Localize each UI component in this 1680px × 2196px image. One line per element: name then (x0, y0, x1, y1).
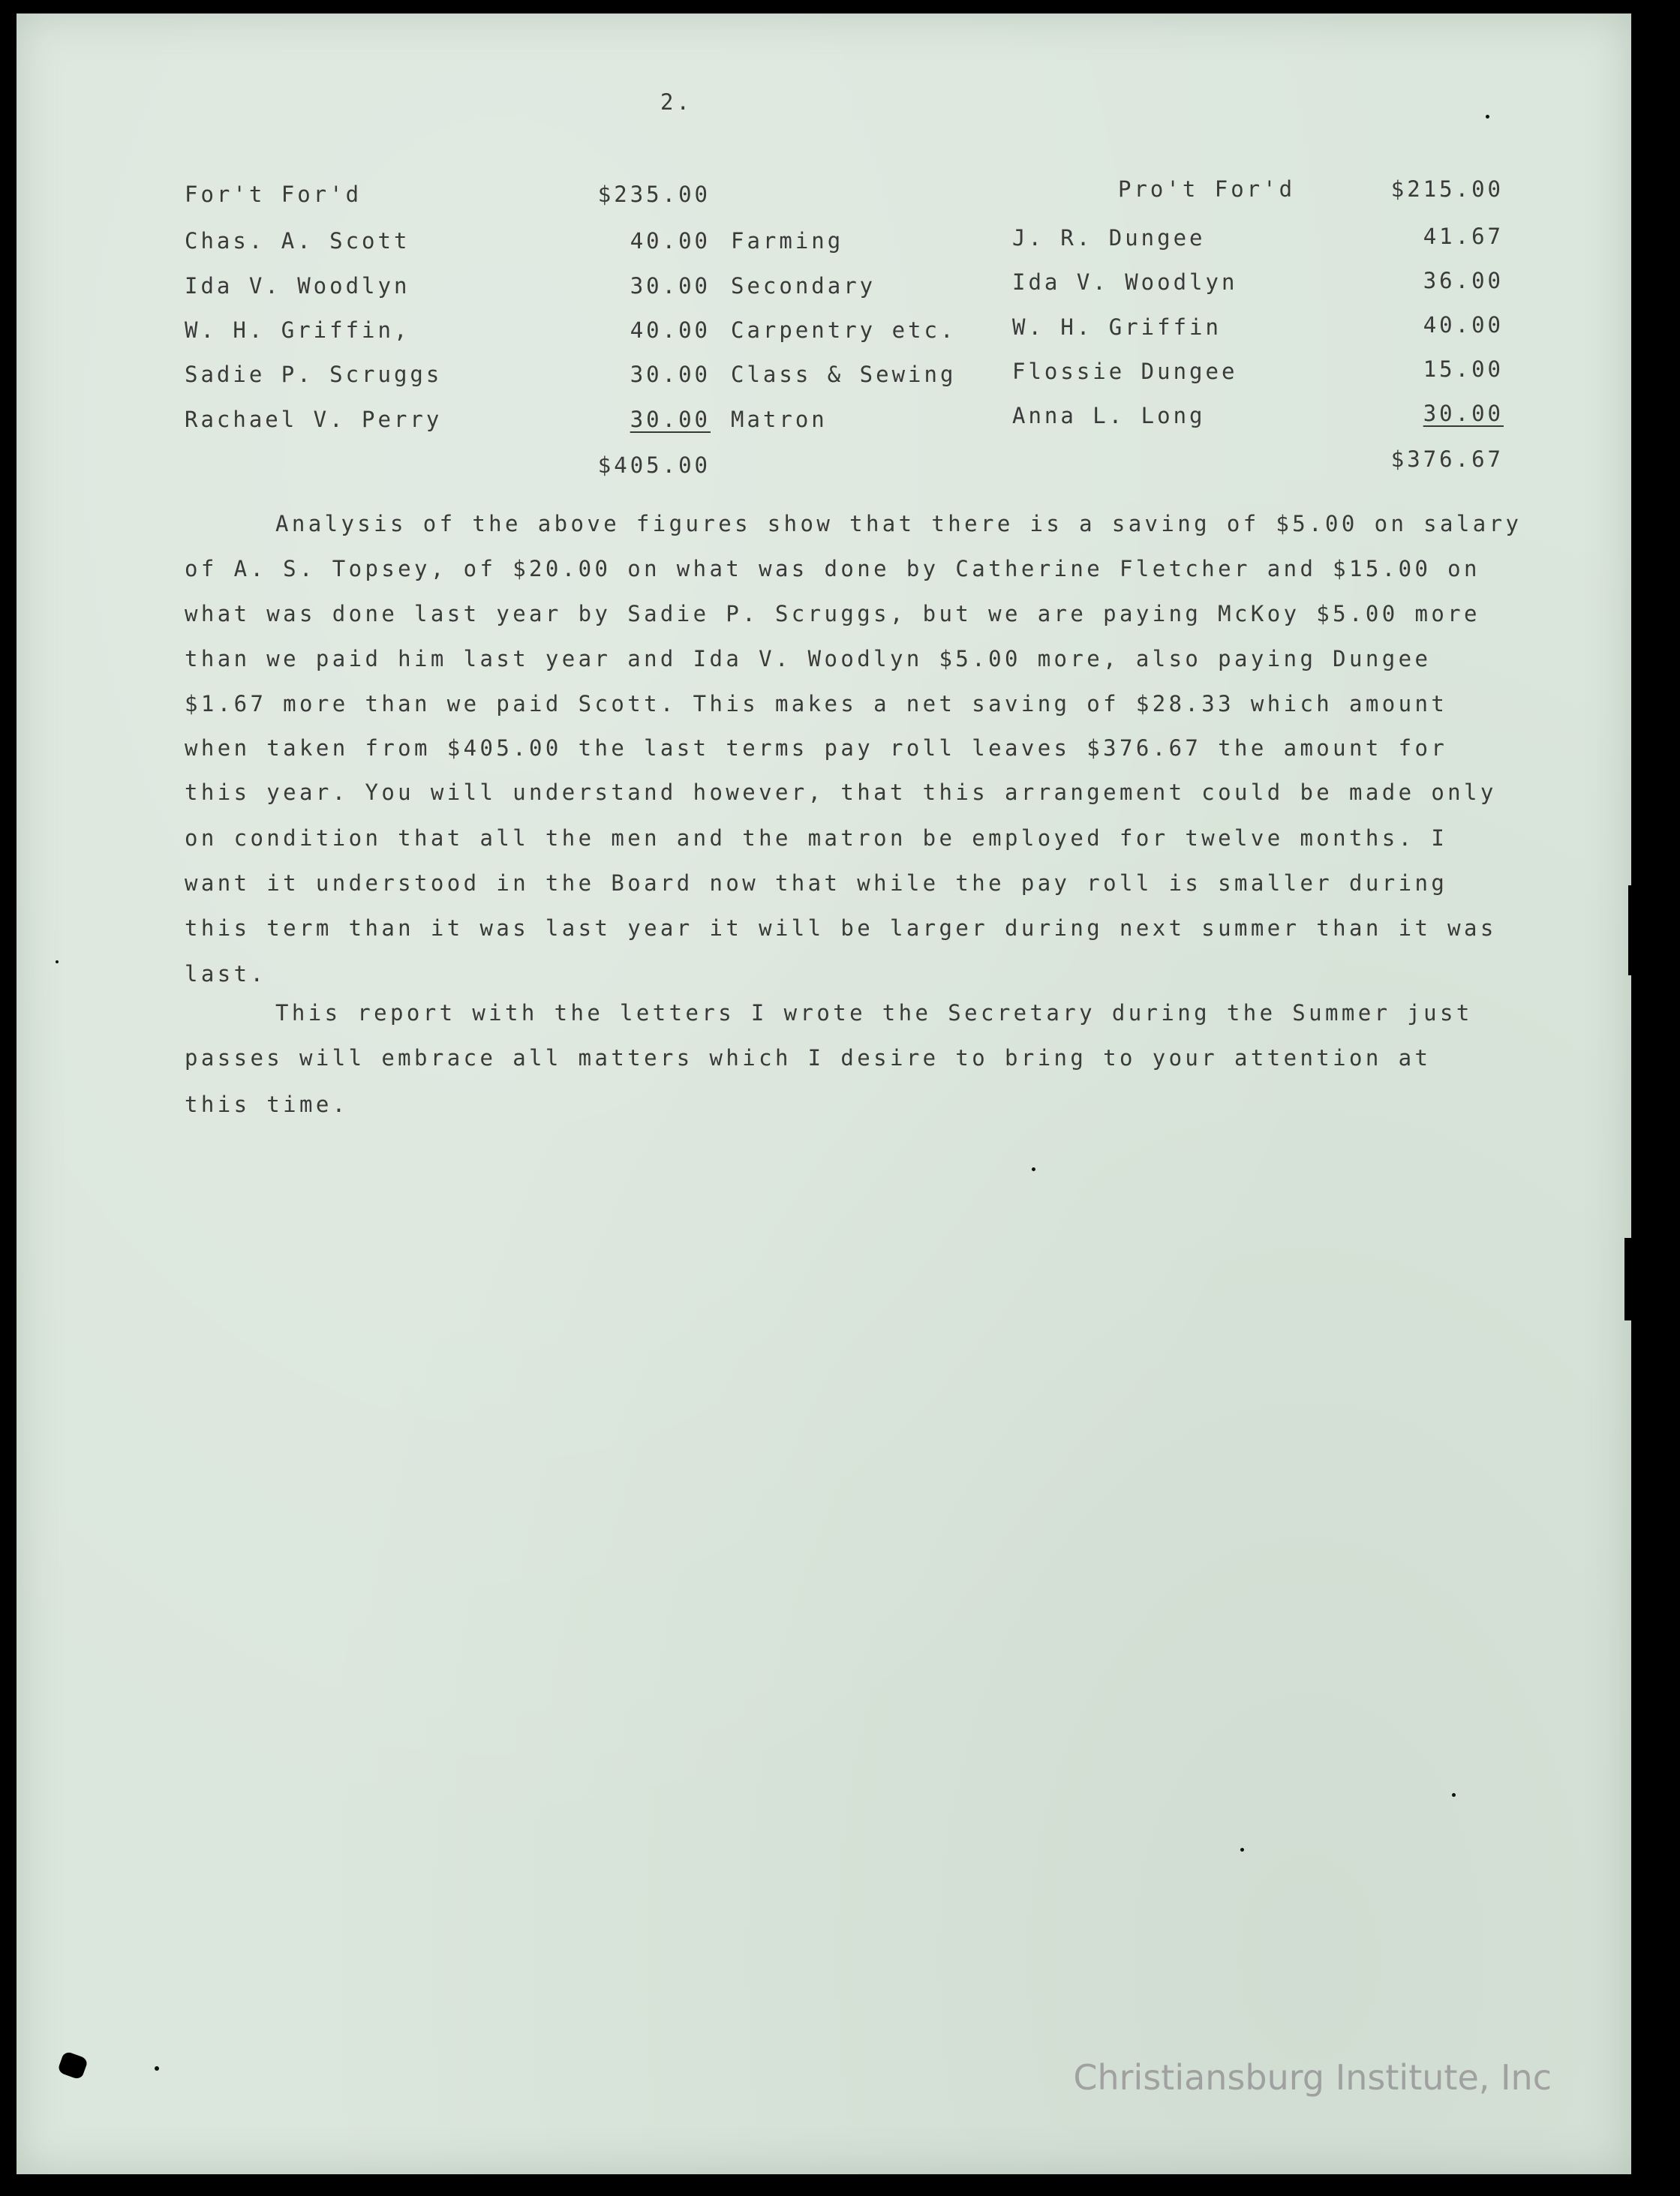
paragraph-line: passes will embrace all matters which I desire to bring to your attention at (185, 1045, 1432, 1071)
page-number: 2. (660, 89, 693, 115)
ink-speck (1486, 115, 1489, 119)
page-tear (1628, 885, 1639, 975)
left-row-name: W. H. Griffin, (185, 317, 410, 343)
paragraph-line: want it understood in the Board now that while the pay roll is smaller during (185, 870, 1448, 896)
left-row-role: Class & Sewing (731, 362, 957, 387)
page-tear (1624, 1238, 1635, 1320)
right-row-amount: 30.00 (1423, 401, 1504, 426)
left-header-amount: $235.00 (597, 182, 711, 207)
left-row-amount: 40.00 (630, 228, 711, 254)
paragraph-line: $1.67 more than we paid Scott. This makes a net saving of $28.33 which amount (185, 691, 1448, 716)
left-row-name: Ida V. Woodlyn (185, 273, 410, 299)
right-row-name: Flossie Dungee (1012, 359, 1238, 384)
paragraph-line: last. (185, 961, 267, 987)
left-row-role: Matron (731, 407, 828, 432)
left-row-role: Farming (731, 228, 844, 254)
right-row-name: Anna L. Long (1012, 403, 1206, 428)
ink-speck (1452, 1793, 1456, 1797)
right-header-amount: $215.00 (1390, 176, 1504, 202)
paragraph-line: this term than it was last year it will be larger during next summer than it was (185, 915, 1497, 941)
right-row-name: Ida V. Woodlyn (1012, 269, 1238, 295)
paragraph-line: than we paid him last year and Ida V. Woodlyn $5.00 more, also paying Dungee (185, 646, 1432, 671)
left-row-name: Chas. A. Scott (185, 228, 410, 254)
right-total: $376.67 (1390, 446, 1504, 472)
left-row-name: Rachael V. Perry (185, 407, 443, 432)
ink-speck (1240, 1848, 1244, 1852)
right-row-name: J. R. Dungee (1012, 225, 1206, 251)
right-row-amount: 41.67 (1423, 224, 1504, 249)
right-row-amount: 15.00 (1423, 356, 1504, 382)
ink-speck (155, 2066, 159, 2071)
left-row-amount: 30.00 (630, 273, 711, 299)
right-header-label: Pro't For'd (1118, 176, 1296, 202)
paragraph-line: what was done last year by Sadie P. Scruggs, but we are paying McKoy $5.00 more (185, 601, 1480, 626)
left-row-role: Carpentry etc. (731, 317, 957, 343)
left-header-label: For't For'd (185, 182, 362, 207)
right-row-name: W. H. Griffin (1012, 314, 1222, 340)
left-row-amount: 30.00 (630, 407, 711, 432)
watermark: Christiansburg Institute, Inc (1073, 2057, 1552, 2098)
left-row-amount: 40.00 (630, 317, 711, 343)
paragraph-line: this time. (185, 1092, 349, 1117)
ink-speck (56, 960, 59, 963)
paragraph-line: on condition that all the men and the matron be employed for twelve months. I (185, 825, 1448, 851)
right-row-amount: 40.00 (1423, 312, 1504, 338)
paragraph-line: This report with the letters I wrote the Secretary during the Summer just (275, 1000, 1473, 1026)
paragraph-line: when taken from $405.00 the last terms pay roll leaves $376.67 the amount for (185, 735, 1448, 761)
ink-speck (1032, 1167, 1035, 1171)
paragraph-line: of A. S. Topsey, of $20.00 on what was done by Catherine Fletcher and $15.00 on (185, 556, 1480, 581)
document-page (17, 14, 1631, 2174)
left-row-amount: 30.00 (630, 362, 711, 387)
left-row-name: Sadie P. Scruggs (185, 362, 443, 387)
right-row-amount: 36.00 (1423, 268, 1504, 293)
left-total: $405.00 (597, 452, 711, 478)
paragraph-line: this year. You will understand however, that this arrangement could be made only (185, 780, 1497, 805)
paragraph-line: Analysis of the above figures show that there is a saving of $5.00 on salary (275, 511, 1522, 536)
left-row-role: Secondary (731, 273, 876, 299)
